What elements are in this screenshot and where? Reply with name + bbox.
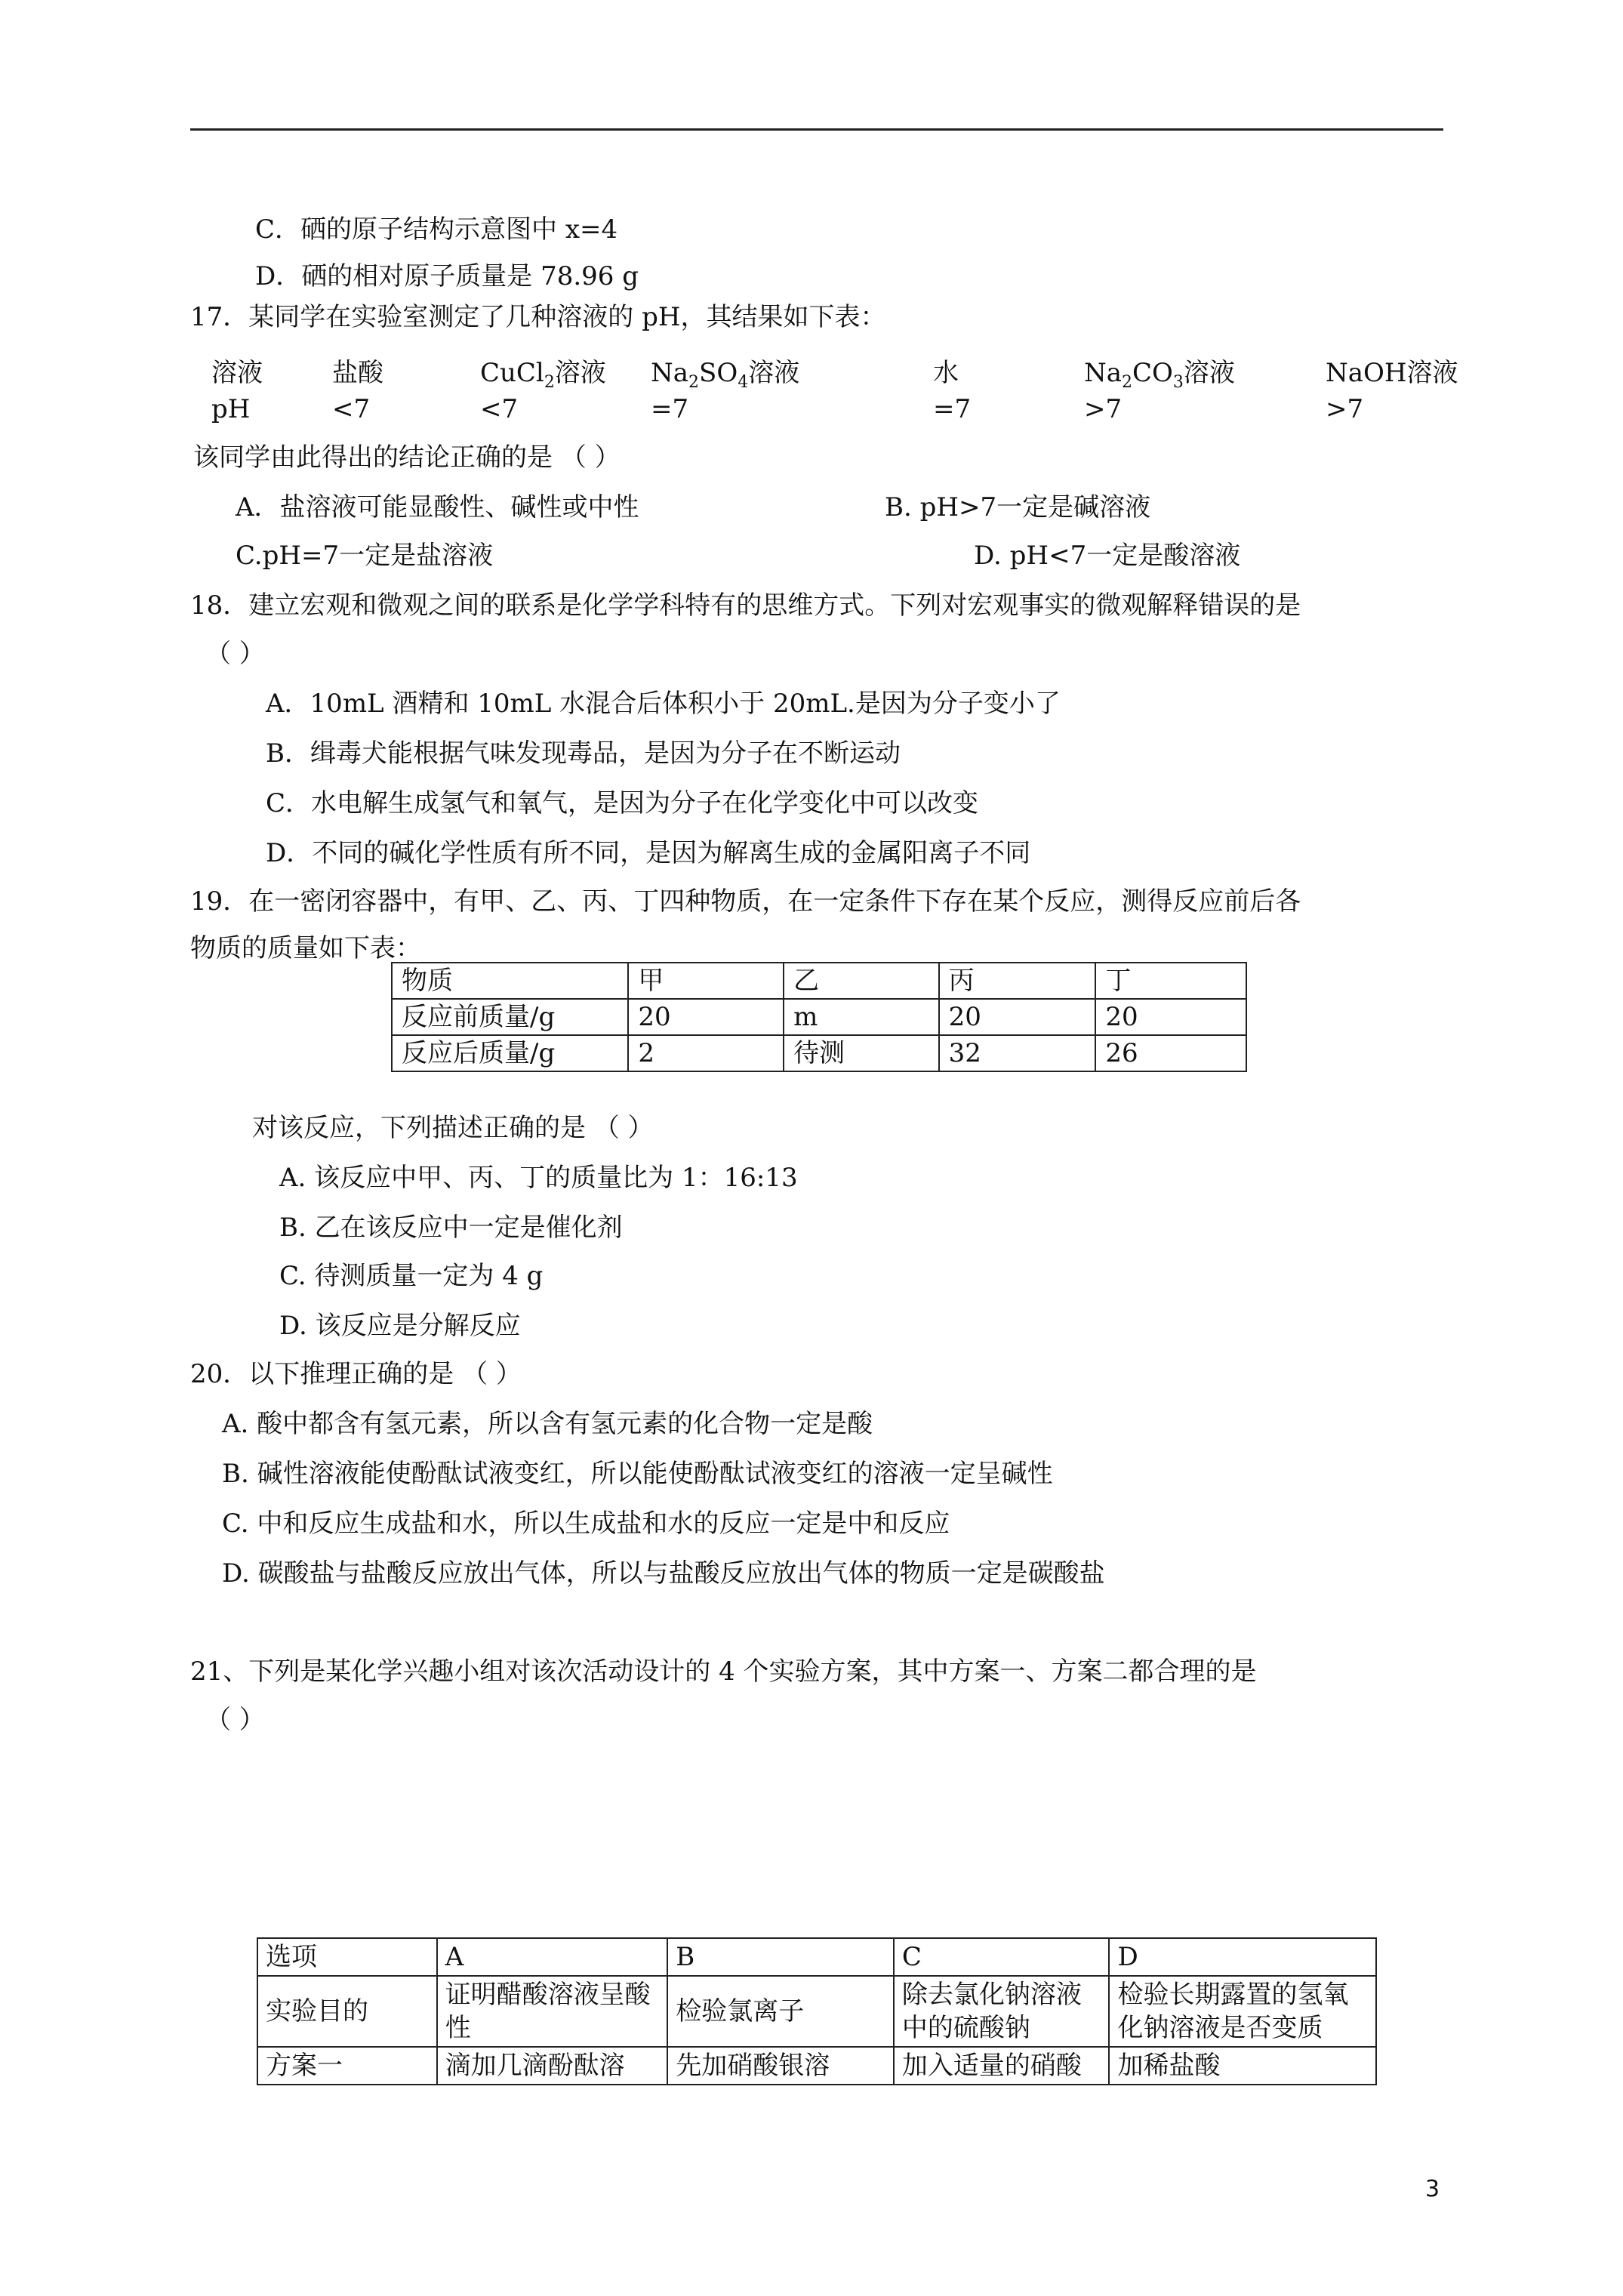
q18-option-c: C．水电解生成氢气和氧气，是因为分子在化学变化中可以改变: [266, 788, 979, 818]
table-row: [257, 2047, 1376, 2085]
table-cell: 反应后质量/g: [392, 1035, 628, 1071]
table-cell: 滴加几滴酚酞溶: [437, 2047, 668, 2085]
table-cell: 待测: [784, 1035, 939, 1071]
q21-bracket: （ ）: [205, 1705, 265, 1735]
q17-stem: 17．某同学在实验室测定了几种溶液的 pH，其结果如下表：: [190, 302, 886, 332]
table-cell: 先加硝酸银溶: [667, 2047, 894, 2085]
table-cell: 20: [1095, 999, 1246, 1035]
table-cell: 检验长期露置的氢氧化钠溶液是否变质: [1109, 1976, 1376, 2047]
ph-solution-name: $Na_2SO_4$溶液: [651, 358, 800, 392]
table-cell: 加入适量的硝酸: [894, 2047, 1110, 2085]
table-cell: 检验氯离子: [667, 1976, 894, 2047]
q19-stem-line1: 19．在一密闭容器中，有甲、乙、丙、丁四种物质，在一定条件下存在某个反应，测得反应前后各: [190, 886, 1301, 917]
ph-solution-name: 水: [933, 358, 959, 388]
q20-stem: 20．以下推理正确的是 （ ）: [190, 1359, 522, 1389]
ph-solution-value: =7: [651, 394, 689, 424]
table-cell: 2: [628, 1035, 784, 1071]
q16-option-c: C．硒的原子结构示意图中 x=4: [255, 214, 618, 245]
q18-option-b: B．缉毒犬能根据气味发现毒品，是因为分子在不断运动: [266, 738, 901, 769]
q20-option-b: B. 碱性溶液能使酚酞试液变红，所以能使酚酞试液变红的溶液一定呈碱性: [222, 1459, 1053, 1489]
q19-option-a: A. 该反应中甲、丙、丁的质量比为 1：16:13: [279, 1163, 798, 1193]
page-number: 3: [1425, 2176, 1440, 2202]
q17-option-d: D. pH<7一定是酸溶液: [974, 541, 1241, 571]
q18-bracket: （ ）: [205, 639, 265, 669]
table-row: [392, 999, 1246, 1035]
q17-option-b: B. pH>7一定是碱溶液: [885, 492, 1151, 522]
q21-stem: 21、下列是某化学兴趣小组对该次活动设计的 4 个实验方案，其中方案一、方案二都合理的是: [190, 1657, 1257, 1687]
q19-prompt: 对该反应，下列描述正确的是 （ ）: [252, 1113, 654, 1143]
table-cell: 反应前质量/g: [392, 999, 628, 1035]
table-cell: m: [784, 999, 939, 1035]
ph-solution-name: NaOH溶液: [1326, 358, 1458, 388]
ph-solution-name: 盐酸: [332, 358, 383, 388]
ph-solution-value: >7: [1326, 394, 1364, 424]
ph-row-label-ph: pH: [211, 394, 251, 424]
table-cell: B: [667, 1938, 894, 1976]
table-cell: 20: [939, 999, 1096, 1035]
mass-table: [391, 962, 1247, 1072]
table-cell: C: [894, 1938, 1110, 1976]
table-cell: 甲: [628, 963, 784, 999]
table-cell: 丁: [1095, 963, 1246, 999]
table-cell: 实验目的: [257, 1976, 437, 2047]
q16-option-d: D．硒的相对原子质量是 78.96 g: [255, 261, 639, 291]
q19-option-b: B. 乙在该反应中一定是催化剂: [279, 1213, 623, 1243]
table-cell: 加稀盐酸: [1109, 2047, 1376, 2085]
q17-prompt: 该同学由此得出的结论正确的是 （ ）: [193, 442, 621, 473]
table-row: [392, 963, 1246, 999]
q19-option-d: D. 该反应是分解反应: [279, 1311, 521, 1341]
q17-option-c: C.pH=7一定是盐溶液: [236, 541, 494, 571]
table-cell: 26: [1095, 1035, 1246, 1071]
q18-option-a: A．10mL 酒精和 10mL 水混合后体积小于 20mL.是因为分子变小了: [266, 689, 1061, 719]
table-cell: 证明醋酸溶液呈酸性: [437, 1976, 668, 2047]
table-cell: 32: [939, 1035, 1096, 1071]
ph-solution-value: <7: [332, 394, 371, 424]
q20-option-a: A. 酸中都含有氢元素，所以含有氢元素的化合物一定是酸: [222, 1409, 873, 1439]
table-cell: A: [437, 1938, 668, 1976]
q19-stem-line2: 物质的质量如下表：: [190, 933, 421, 963]
ph-solution-value: =7: [933, 394, 972, 424]
q20-option-c: C. 中和反应生成盐和水，所以生成盐和水的反应一定是中和反应: [222, 1509, 950, 1539]
table-row: [392, 1035, 1246, 1071]
q18-option-d: D．不同的碱化学性质有所不同，是因为解离生成的金属阳离子不同: [266, 838, 1031, 868]
experiment-table: [257, 1937, 1377, 2085]
ph-solution-name: $Na_2CO_3$溶液: [1084, 358, 1235, 392]
ph-solution-name: CuCl$_2$溶液: [480, 358, 606, 392]
header-rule: [190, 128, 1443, 131]
q19-option-c: C. 待测质量一定为 4 g: [279, 1261, 544, 1291]
table-cell: 方案一: [257, 2047, 437, 2085]
ph-row-label-solution: 溶液: [211, 358, 263, 388]
table-cell: 除去氯化钠溶液中的硫酸钠: [894, 1976, 1110, 2047]
ph-solution-value: <7: [480, 394, 519, 424]
q20-option-d: D. 碳酸盐与盐酸反应放出气体，所以与盐酸反应放出气体的物质一定是碳酸盐: [222, 1558, 1105, 1589]
table-row: [257, 1938, 1376, 1976]
table-cell: 选项: [257, 1938, 437, 1976]
table-row: [257, 1976, 1376, 2047]
ph-solution-value: >7: [1084, 394, 1123, 424]
table-cell: 乙: [784, 963, 939, 999]
table-cell: 20: [628, 999, 784, 1035]
table-cell: D: [1109, 1938, 1376, 1976]
table-cell: 丙: [939, 963, 1096, 999]
table-cell: 物质: [392, 963, 628, 999]
q18-stem: 18．建立宏观和微观之间的联系是化学学科特有的思维方式。下列对宏观事实的微观解释错误的是: [190, 590, 1301, 621]
q17-option-a: A．盐溶液可能显酸性、碱性或中性: [236, 492, 639, 522]
